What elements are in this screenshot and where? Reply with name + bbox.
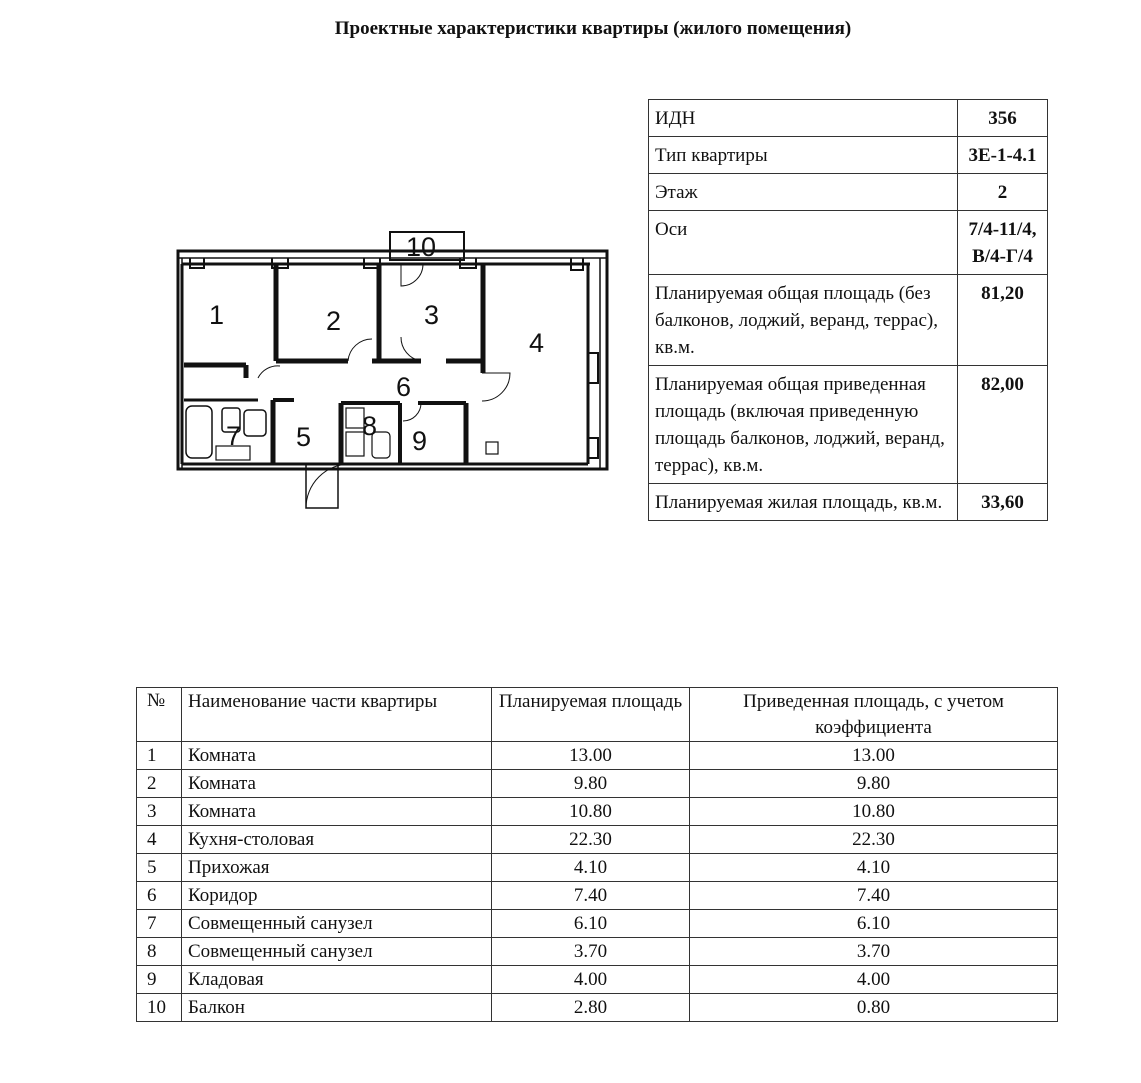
room-number-8: 8 [362, 411, 378, 441]
characteristics-row [649, 100, 1048, 137]
floor-plan [176, 228, 612, 518]
table-cell-area: 13.00 [492, 742, 690, 770]
characteristics-row [649, 275, 1048, 366]
characteristic-label: Тип квартиры [649, 137, 958, 174]
characteristic-label: ИДН [649, 100, 958, 137]
table-cell-name: Комната [182, 798, 492, 826]
table-cell-reduced-area: 6.10 [690, 910, 1058, 938]
table-cell-area: 2.80 [492, 994, 690, 1022]
table-row [137, 742, 1058, 770]
table-cell-area: 4.10 [492, 854, 690, 882]
table-cell-number: 4 [137, 826, 182, 854]
characteristic-value: 356 [958, 100, 1048, 137]
table-cell-name: Коридор [182, 882, 492, 910]
column-header-area: Планируемая площадь [492, 688, 690, 742]
column-header-reduced-area: Приведенная площадь, с учетом коэффициента [690, 688, 1058, 742]
table-cell-name: Кухня-столовая [182, 826, 492, 854]
room-number-3: 3 [424, 300, 440, 330]
characteristic-value: 82,00 [958, 366, 1048, 484]
characteristic-label: Оси [649, 211, 958, 275]
room-number-7: 7 [226, 421, 242, 451]
table-cell-area: 9.80 [492, 770, 690, 798]
table-cell-area: 6.10 [492, 910, 690, 938]
table-row [137, 994, 1058, 1022]
characteristics-row [649, 484, 1048, 521]
table-cell-number: 5 [137, 854, 182, 882]
table-cell-number: 1 [137, 742, 182, 770]
characteristic-label: Этаж [649, 174, 958, 211]
characteristics-row [649, 174, 1048, 211]
table-row [137, 798, 1058, 826]
table-cell-reduced-area: 10.80 [690, 798, 1058, 826]
characteristic-label: Планируемая общая площадь (без балконов, лоджий, веранд, террас), кв.м. [649, 275, 958, 366]
table-cell-area: 22.30 [492, 826, 690, 854]
table-cell-reduced-area: 22.30 [690, 826, 1058, 854]
room-number-1: 1 [209, 300, 225, 330]
characteristics-row [649, 137, 1048, 174]
characteristic-value: 7/4-11/4, В/4-Г/4 [958, 211, 1048, 275]
table-cell-number: 6 [137, 882, 182, 910]
table-row [137, 882, 1058, 910]
table-cell-number: 3 [137, 798, 182, 826]
table-cell-reduced-area: 0.80 [690, 994, 1058, 1022]
table-cell-area: 10.80 [492, 798, 690, 826]
table-row [137, 910, 1058, 938]
room-number-4: 4 [529, 328, 545, 358]
table-cell-number: 8 [137, 938, 182, 966]
table-cell-area: 4.00 [492, 966, 690, 994]
table-cell-name: Совмещенный санузел [182, 910, 492, 938]
table-cell-area: 7.40 [492, 882, 690, 910]
characteristic-label: Планируемая жилая площадь, кв.м. [649, 484, 958, 521]
characteristic-value: 81,20 [958, 275, 1048, 366]
table-cell-name: Кладовая [182, 966, 492, 994]
table-cell-reduced-area: 7.40 [690, 882, 1058, 910]
table-cell-reduced-area: 4.00 [690, 966, 1058, 994]
document-title: Проектные характеристики квартиры (жилого помещения) [334, 18, 852, 39]
table-cell-name: Комната [182, 770, 492, 798]
rooms-table-header [137, 688, 1058, 742]
room-number-5: 5 [296, 422, 312, 452]
characteristics-row [649, 366, 1048, 484]
table-cell-name: Комната [182, 742, 492, 770]
table-cell-number: 7 [137, 910, 182, 938]
characteristic-value: 33,60 [958, 484, 1048, 521]
characteristics-row [649, 211, 1048, 275]
table-cell-name: Совмещенный санузел [182, 938, 492, 966]
room-number-6: 6 [396, 372, 412, 402]
room-number-9: 9 [412, 426, 428, 456]
table-cell-number: 10 [137, 994, 182, 1022]
table-cell-name: Прихожая [182, 854, 492, 882]
table-cell-name: Балкон [182, 994, 492, 1022]
table-row [137, 854, 1058, 882]
characteristic-value: 3Е-1-4.1 [958, 137, 1048, 174]
table-cell-area: 3.70 [492, 938, 690, 966]
table-cell-reduced-area: 9.80 [690, 770, 1058, 798]
column-header-number: № [137, 688, 182, 742]
characteristics-table [648, 99, 1048, 521]
room-number-10: 10 [406, 232, 437, 262]
rooms-table [136, 687, 1058, 1022]
column-header-name: Наименование части квартиры [182, 688, 492, 742]
table-cell-number: 2 [137, 770, 182, 798]
table-row [137, 770, 1058, 798]
characteristic-value: 2 [958, 174, 1048, 211]
room-number-2: 2 [326, 306, 342, 336]
table-cell-reduced-area: 3.70 [690, 938, 1058, 966]
table-cell-number: 9 [137, 966, 182, 994]
table-row [137, 966, 1058, 994]
table-cell-reduced-area: 13.00 [690, 742, 1058, 770]
table-row [137, 826, 1058, 854]
table-cell-reduced-area: 4.10 [690, 854, 1058, 882]
characteristic-label: Планируемая общая приведенная площадь (включая приведенную площадь балконов, лоджий, веранд, террас), кв.м. [649, 366, 958, 484]
table-row [137, 938, 1058, 966]
